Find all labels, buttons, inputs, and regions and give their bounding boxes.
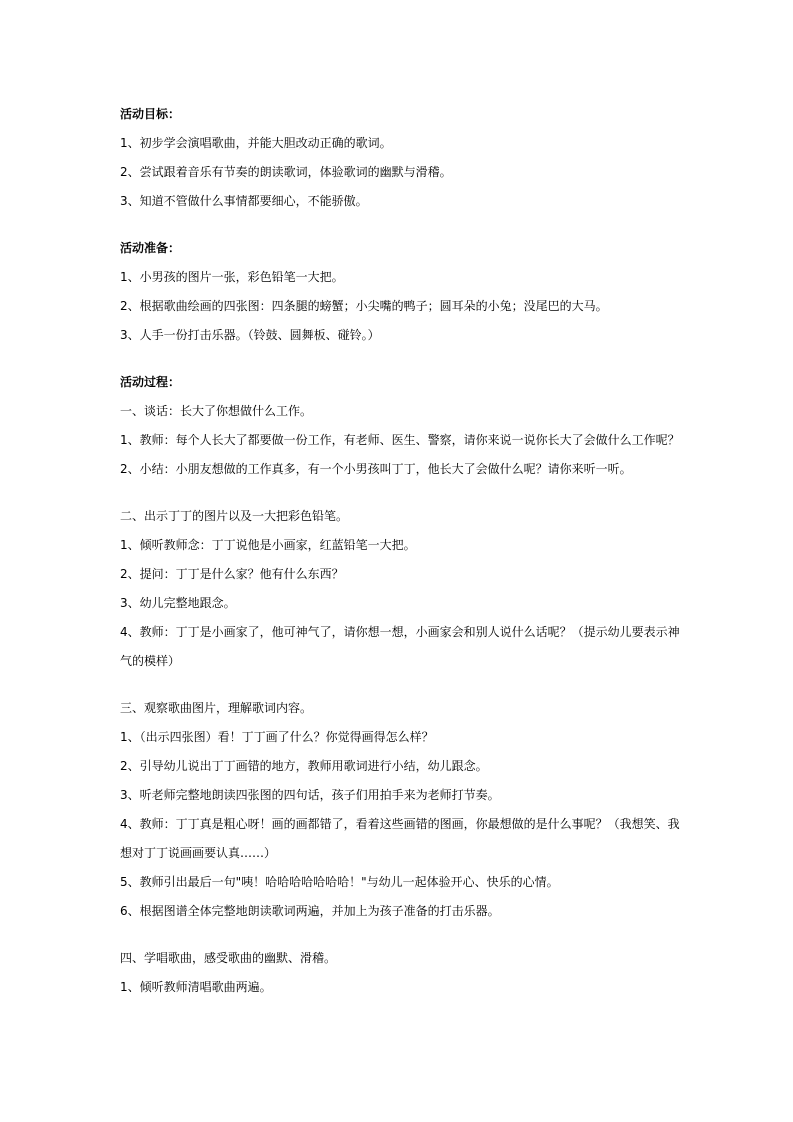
process-step-4-item-1: 1、倾听教师清唱歌曲两遍。 — [120, 980, 272, 994]
section-heading-process: 活动过程： — [120, 375, 181, 389]
process-step-3-item-1: 1、（出示四张图）看！丁丁画了什么？你觉得画得怎么样？ — [120, 730, 434, 744]
process-step-3-title: 三、观察歌曲图片，理解歌词内容。 — [120, 701, 313, 715]
section-heading-preparation: 活动准备： — [120, 241, 181, 255]
section-gap — [120, 926, 680, 944]
process-step-3-item-4: 4、教师：丁丁真是粗心呀！画的画都错了，看着这些画错的图画，你最想做的是什么事呢？（我想笑、我想对丁丁说画画要认真……） — [120, 817, 680, 860]
section-gap — [120, 676, 680, 694]
section-gap — [120, 216, 680, 234]
goal-item-3: 3、知道不管做什么事情都要细心，不能骄傲。 — [120, 194, 368, 208]
process-step-1-item-1: 1、教师：每个人长大了都要做一份工作，有老师、医生、警察，请你来说一说你长大了会做什么工作呢？ — [120, 433, 680, 447]
process-step-4-title: 四、学唱歌曲，感受歌曲的幽默、滑稽。 — [120, 951, 337, 965]
preparation-item-3: 3、人手一份打击乐器。（铃鼓、圆舞板、碰铃。） — [120, 328, 380, 342]
section-gap — [120, 484, 680, 502]
preparation-item-2: 2、根据歌曲绘画的四张图：四条腿的螃蟹；小尖嘴的鸭子；圆耳朵的小兔；没尾巴的大马。 — [120, 299, 608, 313]
process-step-2-title: 二、出示丁丁的图片以及一大把彩色铅笔。 — [120, 509, 349, 523]
process-step-3-item-5: 5、教师引出最后一句"咦！哈哈哈哈哈哈哈！"与幼儿一起体验开心、快乐的心情。 — [120, 875, 559, 889]
process-step-2-item-3: 3、幼儿完整地跟念。 — [120, 596, 236, 610]
section-gap — [120, 350, 680, 368]
process-step-3-item-6: 6、根据图谱全体完整地朗读歌词两遍，并加上为孩子准备的打击乐器。 — [120, 904, 500, 918]
process-step-3-item-3: 3、听老师完整地朗读四张图的四句话，孩子们用拍手来为老师打节奏。 — [120, 788, 500, 802]
process-step-1-title: 一、谈话：长大了你想做什么工作。 — [120, 404, 313, 418]
process-step-2-item-4: 4、教师：丁丁是小画家了，他可神气了，请你想一想，小画家会和别人说什么话呢？（提示幼儿要表示神气的模样） — [120, 625, 680, 668]
section-heading-goals: 活动目标： — [120, 107, 181, 121]
process-step-2-item-1: 1、倾听教师念：丁丁说他是小画家，红蓝铅笔一大把。 — [120, 538, 416, 552]
process-step-1-item-2: 2、小结：小朋友想做的工作真多，有一个小男孩叫丁丁，他长大了会做什么呢？请你来听一听。 — [120, 462, 632, 476]
goal-item-2: 2、尝试跟着音乐有节奏的朗读歌词，体验歌词的幽默与滑稽。 — [120, 165, 452, 179]
process-step-3-item-2: 2、引导幼儿说出丁丁画错的地方，教师用歌词进行小结，幼儿跟念。 — [120, 759, 488, 773]
document-body — [120, 100, 680, 1002]
preparation-item-1: 1、小男孩的图片一张，彩色铅笔一大把。 — [120, 270, 344, 284]
goal-item-1: 1、初步学会演唱歌曲，并能大胆改动正确的歌词。 — [120, 136, 392, 150]
process-step-2-item-2: 2、提问：丁丁是什么家？他有什么东西？ — [120, 567, 344, 581]
